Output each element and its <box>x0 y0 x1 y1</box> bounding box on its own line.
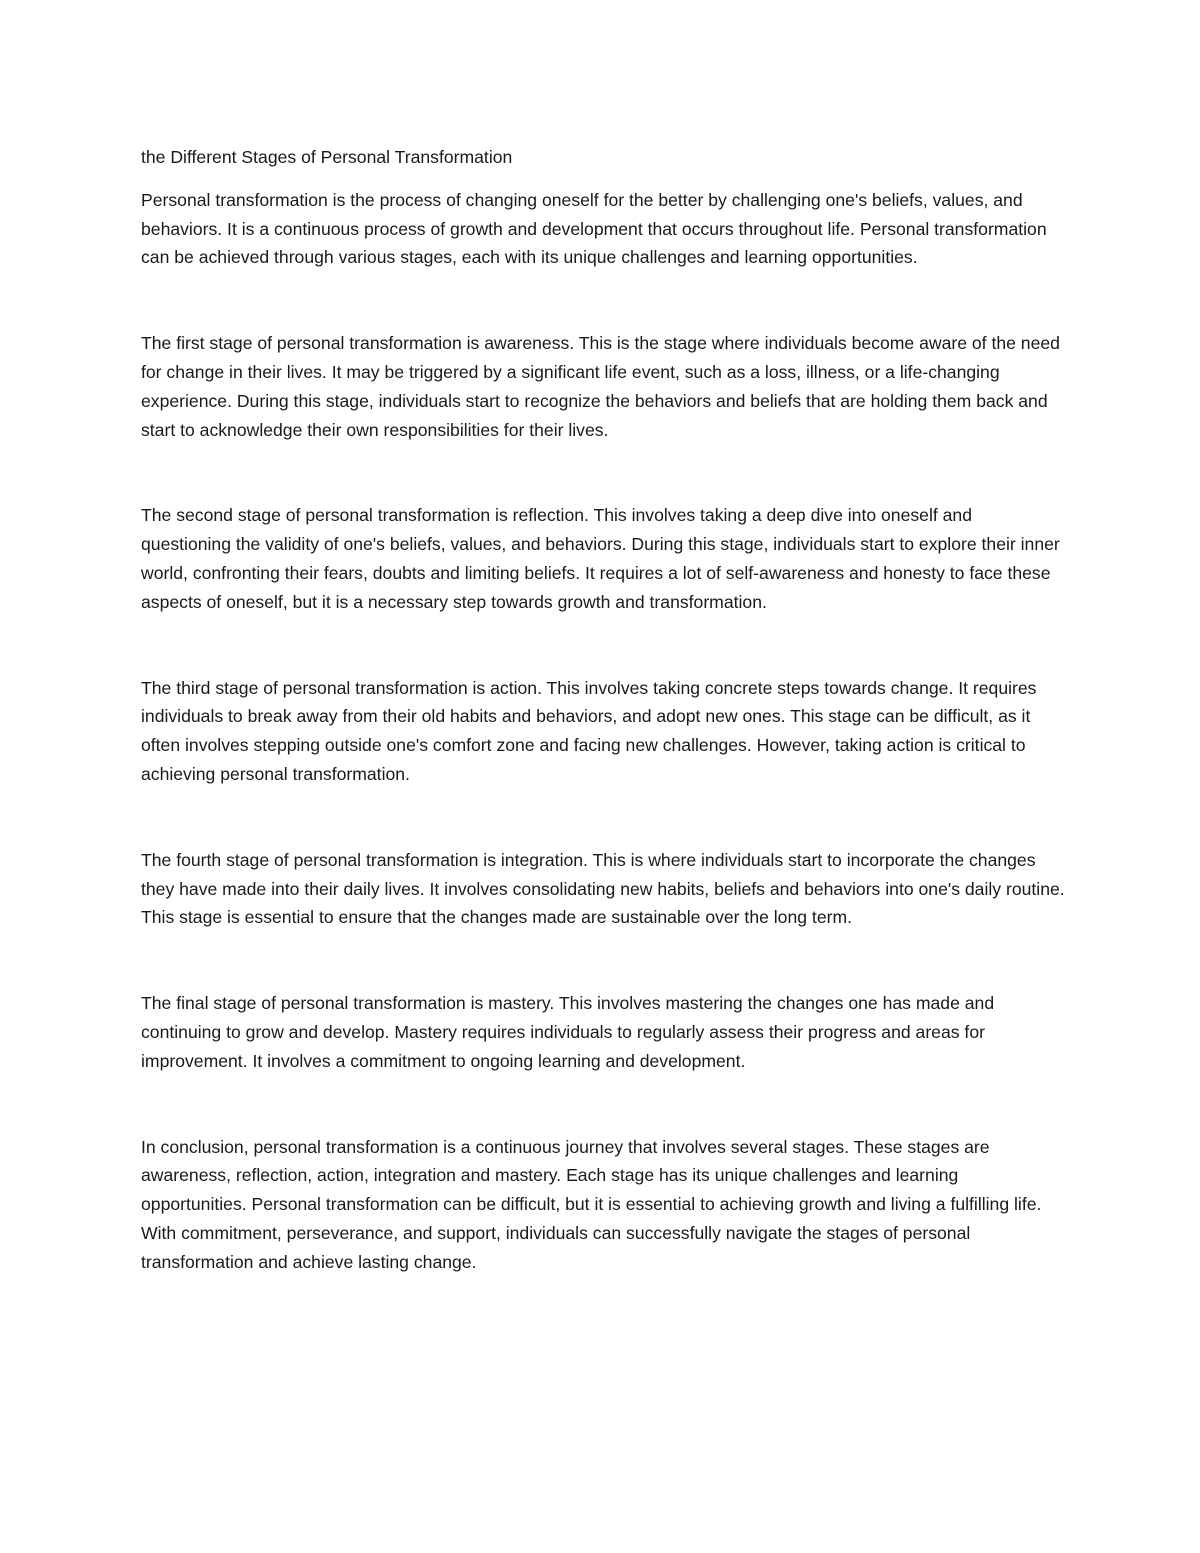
document-title: the Different Stages of Personal Transformation <box>141 147 513 167</box>
paragraph-stage-action: The third stage of personal transformation is action. This involves taking concrete steps towards change. It requires individuals to break away from their old habits and behaviors, and adopt new ones. This stage can be difficult, as it often involves stepping outside one's comfort zone and facing new challenges. However, taking action is critical to achieving personal transformation. <box>141 677 1037 784</box>
paragraph-stage-integration: The fourth stage of personal transformation is integration. This is where individuals start to incorporate the changes they have made into their daily lives. It involves consolidating new habits, beliefs and behaviors into one's daily routine. This stage is essential to ensure that the changes made are sustainable over the long term. <box>141 849 1065 928</box>
paragraph-stage-mastery: The final stage of personal transformation is mastery. This involves mastering the changes one has made and continuing to grow and develop. Mastery requires individuals to regularly assess their progress and areas for improvement. It involves a commitment to ongoing learning and development. <box>141 993 995 1071</box>
paragraph-introduction: Personal transformation is the process of changing oneself for the better by challenging one's beliefs, values, and behaviors. It is a continuous process of growth and development that occurs throughout life. Personal transformation can be achieved through various stages, each with its unique challenges and learning opportunities. <box>141 189 1047 268</box>
document-body <box>141 143 1066 1277</box>
paragraph-stage-awareness: The first stage of personal transformation is awareness. This is the stage where individuals become aware of the need for change in their lives. It may be triggered by a significant life event, such as a loss, illness, or a life-changing experience. During this stage, individuals start to recognize the behaviors and beliefs that are holding them back and start to acknowledge their own responsibilities for their lives. <box>141 333 1060 440</box>
paragraph-stage-reflection: The second stage of personal transformation is reflection. This involves taking a deep dive into oneself and questioning the validity of one's beliefs, values, and behaviors. During this stage, individuals start to explore their inner world, confronting their fears, doubts and limiting beliefs. It requires a lot of self-awareness and honesty to face these aspects of oneself, but it is a necessary step towards growth and transformation. <box>141 505 1060 612</box>
paragraph-conclusion: In conclusion, personal transformation is a continuous journey that involves several stages. These stages are awareness, reflection, action, integration and mastery. Each stage has its unique challenges and learning opportunities. Personal transformation can be difficult, but it is essential to achieving growth and living a fulfilling life. With commitment, perseverance, and support, individuals can successfully navigate the stages of personal transformation and achieve lasting change. <box>141 1136 1042 1272</box>
